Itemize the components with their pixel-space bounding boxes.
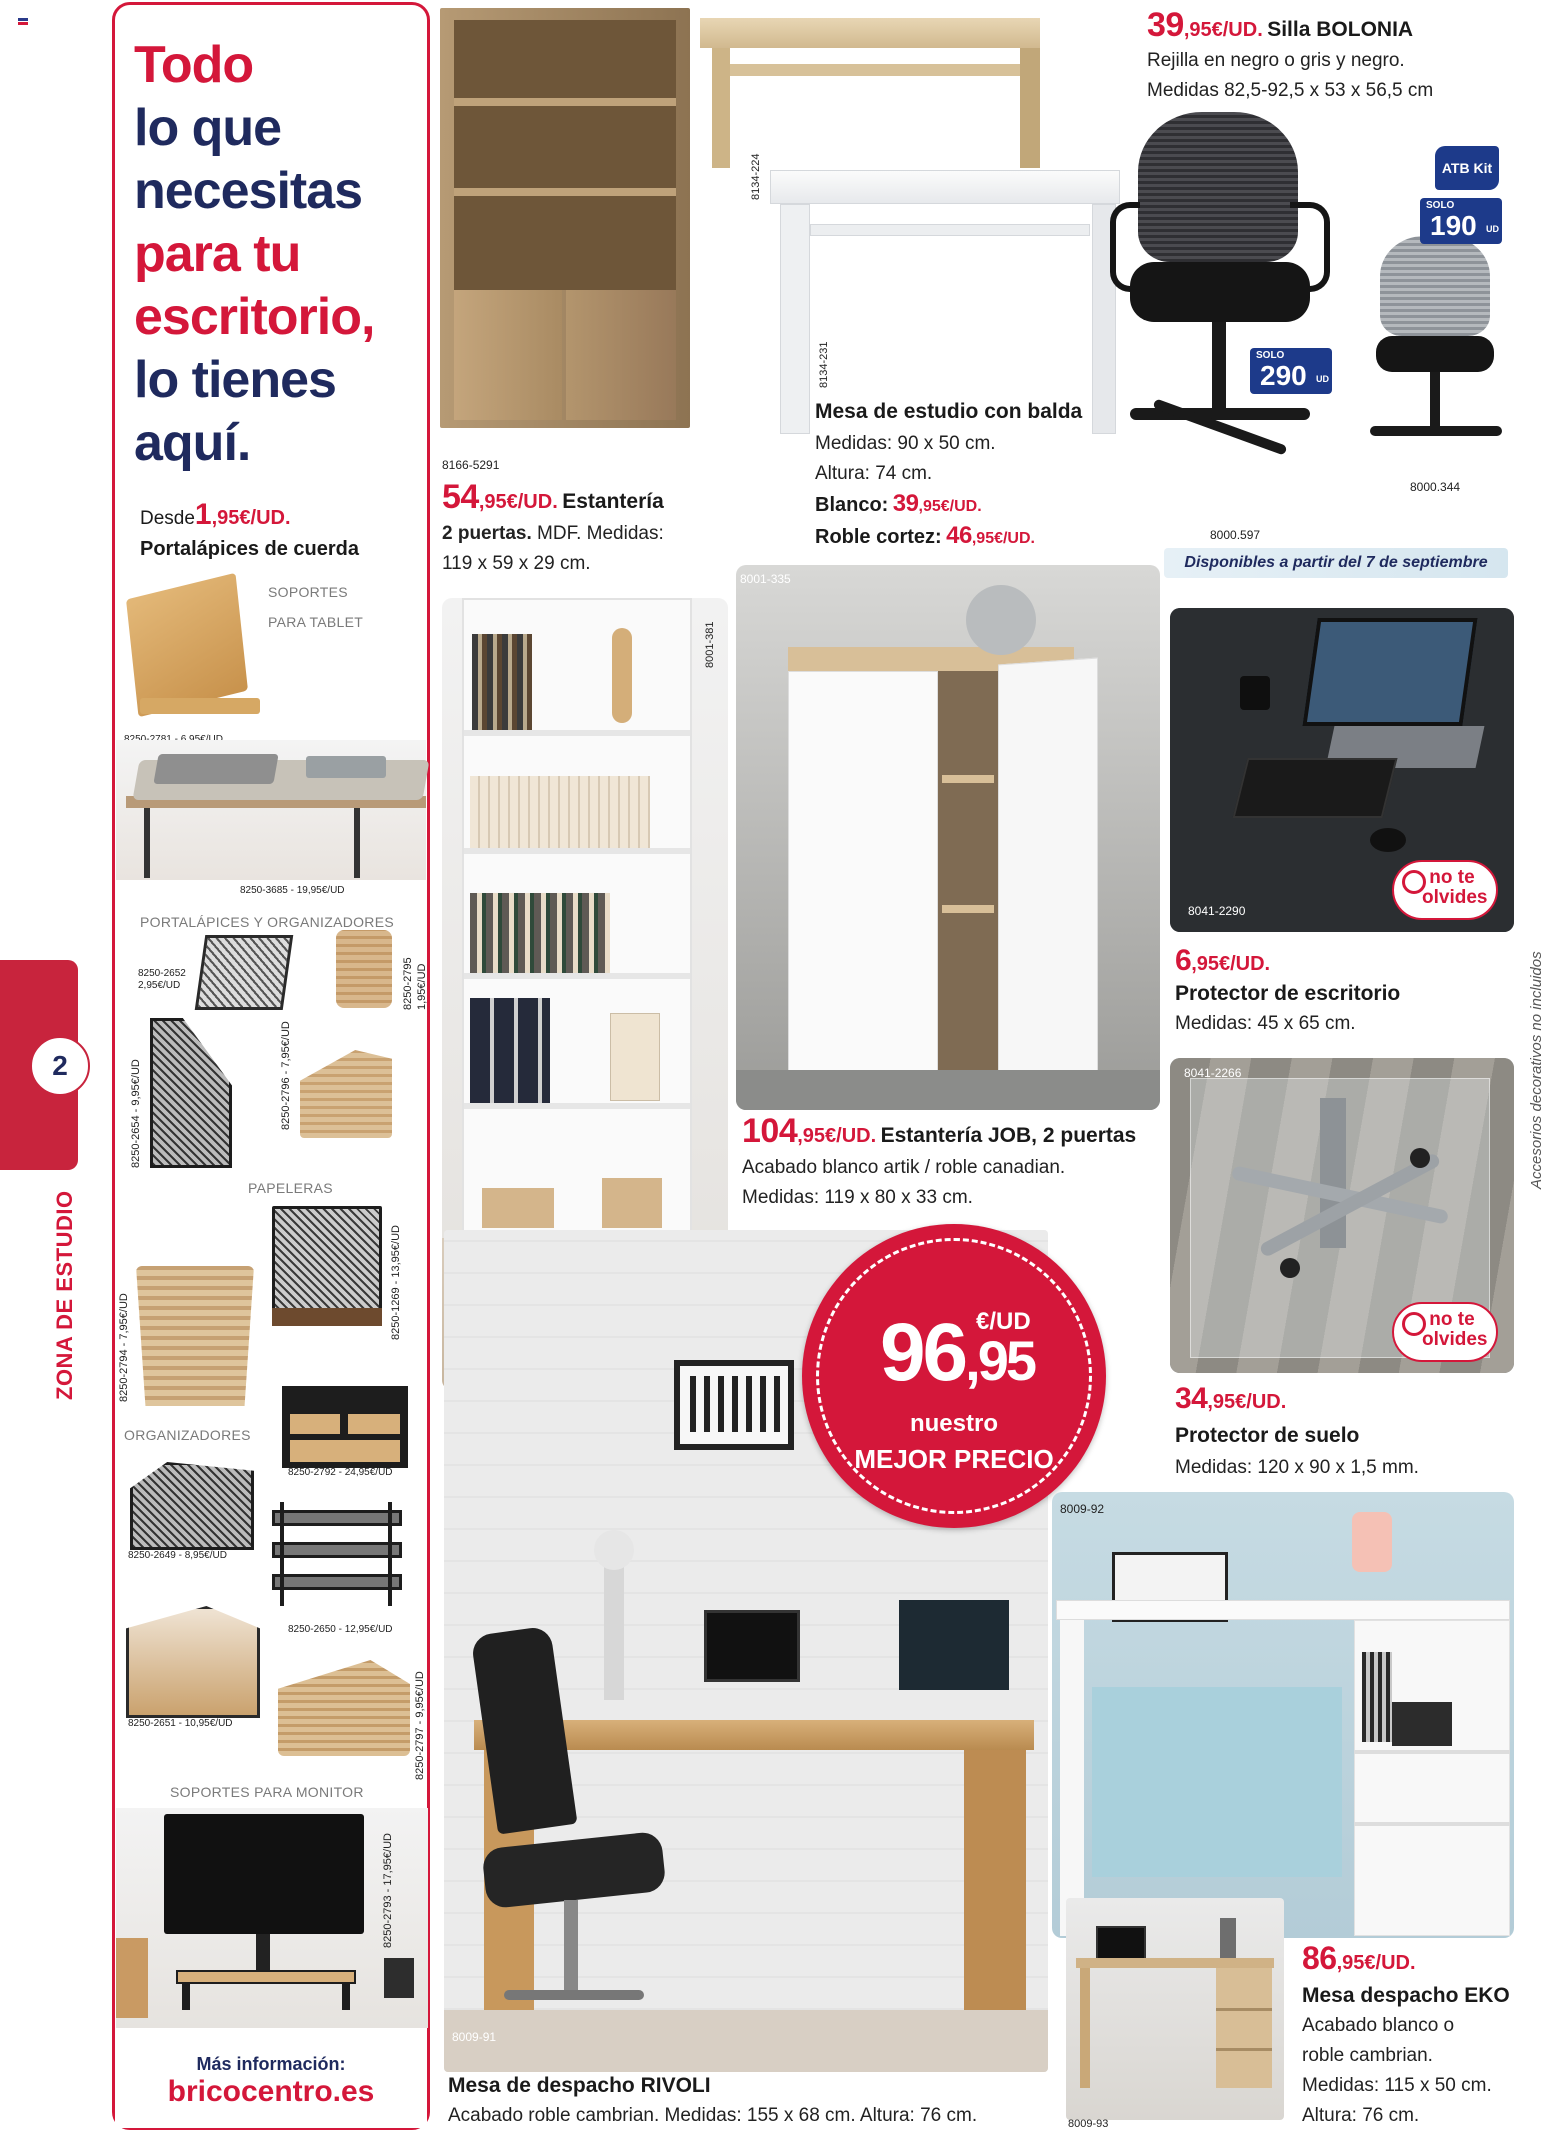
eko-line2: roble cambrian. <box>1302 2045 1433 2066</box>
from-label: Desde <box>140 508 195 529</box>
protector-suelo-dec: ,95€/UD. <box>1207 1391 1287 1413</box>
estanteria-2p-image <box>440 8 690 428</box>
headline-line-3: necesitas <box>134 162 363 220</box>
laptop-stand-image <box>116 740 426 880</box>
job-price-dec: ,95€/UD. <box>797 1125 877 1147</box>
badge1-num: 190 <box>1430 210 1477 241</box>
code-2651: 8250-2651 - 10,95€/UD <box>128 1718 233 1729</box>
mesa-balda-roble <box>815 522 1035 550</box>
mesa-roble-dec: ,95€/UD. <box>971 530 1035 547</box>
headline-line-2: lo que <box>134 99 282 157</box>
code-2795: 8250-2795 <box>402 957 414 1010</box>
eko-price-dec: ,95€/UD. <box>1336 1952 1416 1974</box>
code-2652: 8250-2652 <box>138 968 186 979</box>
silla-price-int: 39 <box>1147 6 1184 44</box>
page-marker <box>18 18 28 21</box>
from-price-dec: ,95€/UD. <box>211 507 291 529</box>
badge2-ud: UD <box>1316 374 1329 384</box>
code-2796: 8250-2796 - 7,95€/UD <box>280 1021 292 1130</box>
protector-suelo-code: 8041-2266 <box>1184 1066 1242 1080</box>
job-code: 8001-335 <box>740 572 791 586</box>
headline-line-4: para tu <box>134 225 301 283</box>
reminder-badge-1 <box>1392 860 1498 920</box>
job-panel <box>736 565 1160 1110</box>
eko-price-int: 86 <box>1302 1940 1337 1976</box>
rivoli-line1: Acabado roble cambrian. Medidas: 155 x 68 cm. Altura: 76 cm. <box>448 2105 978 2126</box>
badge1-solo: SOLO <box>1426 200 1455 211</box>
silla-price-dec: ,95€/UD. <box>1183 19 1263 41</box>
code-laptop: 8250-3685 - 19,95€/UD <box>240 885 345 896</box>
silla-line1: Rejilla en negro o gris y negro. <box>1147 50 1405 71</box>
eko-line4: Altura: 76 cm. <box>1302 2105 1420 2126</box>
solo-290-badge <box>1250 348 1332 394</box>
wicker-bin-image <box>136 1266 254 1406</box>
cat-pencils: PORTALÁPICES Y ORGANIZADORES <box>140 914 394 930</box>
code-2792: 8250-2792 - 24,95€/UD <box>288 1467 393 1478</box>
mesa-balda-line1: Medidas: 90 x 50 cm. <box>815 433 996 454</box>
best-price-badge <box>802 1224 1106 1528</box>
protector-escritorio-name: Protector de escritorio <box>1175 982 1401 1005</box>
cat-bins: PAPELERAS <box>248 1180 333 1196</box>
tablet-stand-image <box>122 580 272 730</box>
rivoli-name: Mesa de despacho RIVOLI <box>448 2074 711 2097</box>
protector-escritorio-int: 6 <box>1175 944 1192 977</box>
estanteria-2p-dims: 119 x 59 x 29 cm. <box>442 553 591 574</box>
estanteria-2p-name2: 2 puertas. <box>442 523 532 544</box>
more-info-label: Más información: <box>196 2054 346 2074</box>
headline-line-6: lo tienes <box>134 351 336 409</box>
cat-monitor: SOPORTES PARA MONITOR <box>170 1784 364 1800</box>
protector-suelo-price <box>1175 1382 1286 1416</box>
from-price <box>140 498 291 532</box>
code-2793: 8250-2793 - 17,95€/UD <box>382 1833 394 1948</box>
job-price-line <box>742 1112 1136 1151</box>
estanteria-2p-desc-text: MDF. Medidas: <box>531 523 664 544</box>
badge-int: 96 <box>879 1307 966 1398</box>
mesa-blanco-dec: ,95€/UD. <box>918 498 982 515</box>
rivoli-code: 8009-91 <box>452 2030 497 2044</box>
eko-line3: Medidas: 115 x 50 cm. <box>1302 2075 1492 2096</box>
letter-tray-image <box>272 1502 402 1606</box>
mesh-tray-image <box>195 935 294 1010</box>
mesa-blanco-code: 8134-231 <box>818 341 830 388</box>
protector-escritorio-code: 8041-2290 <box>1188 904 1246 918</box>
badge-unit: €/UD <box>976 1308 1031 1335</box>
estanteria-2p-price-dec: ,95€/UD. <box>478 491 558 513</box>
kit-badge <box>1435 146 1499 190</box>
badge2-num: 290 <box>1260 360 1307 391</box>
badge-dec: ,95 <box>965 1329 1035 1392</box>
mesa-roble-code: 8134-224 <box>750 153 762 200</box>
silla-grey-image <box>1370 236 1520 466</box>
headline-line-1: Todo <box>134 36 254 94</box>
silla-price-line <box>1147 6 1413 45</box>
mesa-roble-int: 46 <box>946 522 972 549</box>
mesa-blanco-int: 39 <box>892 490 919 517</box>
code-1269: 8250-1269 - 13,95€/UD <box>390 1225 402 1340</box>
job-name: Estantería JOB, 2 puertas <box>880 1124 1137 1147</box>
protector-escritorio-dec: ,95€/UD. <box>1191 953 1271 975</box>
silla-name: Silla BOLONIA <box>1267 18 1414 41</box>
eko-oak-panel <box>1066 1898 1284 2120</box>
more-info-box <box>115 2040 427 2128</box>
silla-availability-text: Disponibles a partir del 7 de septiembre <box>1184 554 1488 571</box>
cat-organizers: ORGANIZADORES <box>124 1427 251 1443</box>
code-2649: 8250-2649 - 8,95€/UD <box>128 1550 227 1561</box>
silla-black-code: 8000.597 <box>1210 528 1261 542</box>
protector-suelo-name: Protector de suelo <box>1175 1424 1360 1447</box>
mesa-balda-name: Mesa de estudio con balda <box>815 400 1083 423</box>
eko-name: Mesa despacho EKO <box>1302 1984 1510 2007</box>
code-2654: 8250-2654 - 9,95€/UD <box>130 1059 142 1168</box>
estanteria-2p-price <box>442 478 664 517</box>
job-line1: Acabado blanco artik / roble canadian. <box>742 1157 1066 1178</box>
job-line2: Medidas: 119 x 80 x 33 cm. <box>742 1187 973 1208</box>
estanteria-2p-name: Estantería <box>562 490 664 513</box>
page-number-circle <box>30 1036 90 1096</box>
estil-code: 8001-381 <box>704 621 716 668</box>
eko-code-white: 8009-92 <box>1060 1502 1105 1516</box>
silla-grey-code: 8000.344 <box>1410 480 1461 494</box>
price-2795: 1,95€/UD <box>416 963 428 1010</box>
mesa-balda-line2: Altura: 74 cm. <box>815 463 933 484</box>
code-2794: 8250-2794 - 7,95€/UD <box>118 1293 130 1402</box>
badge2-solo: SOLO <box>1256 350 1285 361</box>
section-title: ZONA DE ESTUDIO <box>52 1190 77 1400</box>
drawer-box-image <box>282 1386 408 1468</box>
estanteria-2p-desc <box>442 520 664 549</box>
mesa-roble-label: Roble cortez: <box>815 526 942 548</box>
website-link[interactable]: bricocentro.es <box>167 2075 375 2108</box>
estanteria-2p-code: 8166-5291 <box>442 458 500 472</box>
page-number: 2 <box>52 1050 68 1081</box>
mesa-blanco-label: Blanco: <box>815 494 889 516</box>
silla-black-image <box>1110 112 1370 492</box>
eko-price <box>1302 1940 1416 1977</box>
protector-suelo-line1: Medidas: 120 x 90 x 1,5 mm. <box>1175 1457 1419 1478</box>
reminder-text-1: no te olvides <box>1422 867 1488 908</box>
estanteria-2p-price-int: 54 <box>442 478 479 516</box>
job-price-int: 104 <box>742 1112 798 1150</box>
tablet-label-2: PARA TABLET <box>268 614 364 630</box>
protector-suelo-int: 34 <box>1175 1382 1208 1415</box>
acrylic-organizer-image <box>126 1606 260 1718</box>
eko-panel <box>1052 1492 1514 1938</box>
protector-escritorio-line1: Medidas: 45 x 65 cm. <box>1175 1013 1356 1034</box>
rope-cup-image <box>336 930 392 1008</box>
headline-line-7: aquí. <box>134 414 251 472</box>
solo-190-badge <box>1420 198 1502 244</box>
badge-line1: nuestro <box>909 1410 998 1437</box>
headline <box>134 34 424 475</box>
silla-line2: Medidas 82,5-92,5 x 53 x 56,5 cm <box>1147 80 1434 101</box>
eko-code-oak: 8009-93 <box>1068 2118 1109 2130</box>
badge-line2: MEJOR PRECIO <box>854 1444 1054 1474</box>
side-note: Accesorios decorativos no incluidos <box>1528 951 1545 1189</box>
kit-label: ATB Kit <box>1441 160 1493 176</box>
badge1-ud: UD <box>1486 224 1499 234</box>
tablet-label-1: SOPORTES <box>268 584 348 600</box>
silla-availability <box>1164 548 1508 578</box>
code-2650: 8250-2650 - 12,95€/UD <box>288 1624 393 1635</box>
mesa-balda-blanco <box>815 490 982 518</box>
from-price-int: 1 <box>194 498 212 531</box>
code-2797: 8250-2797 - 9,95€/UD <box>414 1671 426 1780</box>
price-2652: 2,95€/UD <box>138 980 181 991</box>
eko-line1: Acabado blanco o <box>1302 2015 1455 2036</box>
mesh-bin-image <box>272 1206 382 1326</box>
reminder-text-2: no te olvides <box>1422 1309 1488 1350</box>
headline-line-5: escritorio, <box>134 288 375 346</box>
protector-escritorio-price <box>1175 944 1270 978</box>
from-product: Portalápices de cuerda <box>140 538 359 560</box>
reminder-badge-2 <box>1392 1302 1498 1362</box>
